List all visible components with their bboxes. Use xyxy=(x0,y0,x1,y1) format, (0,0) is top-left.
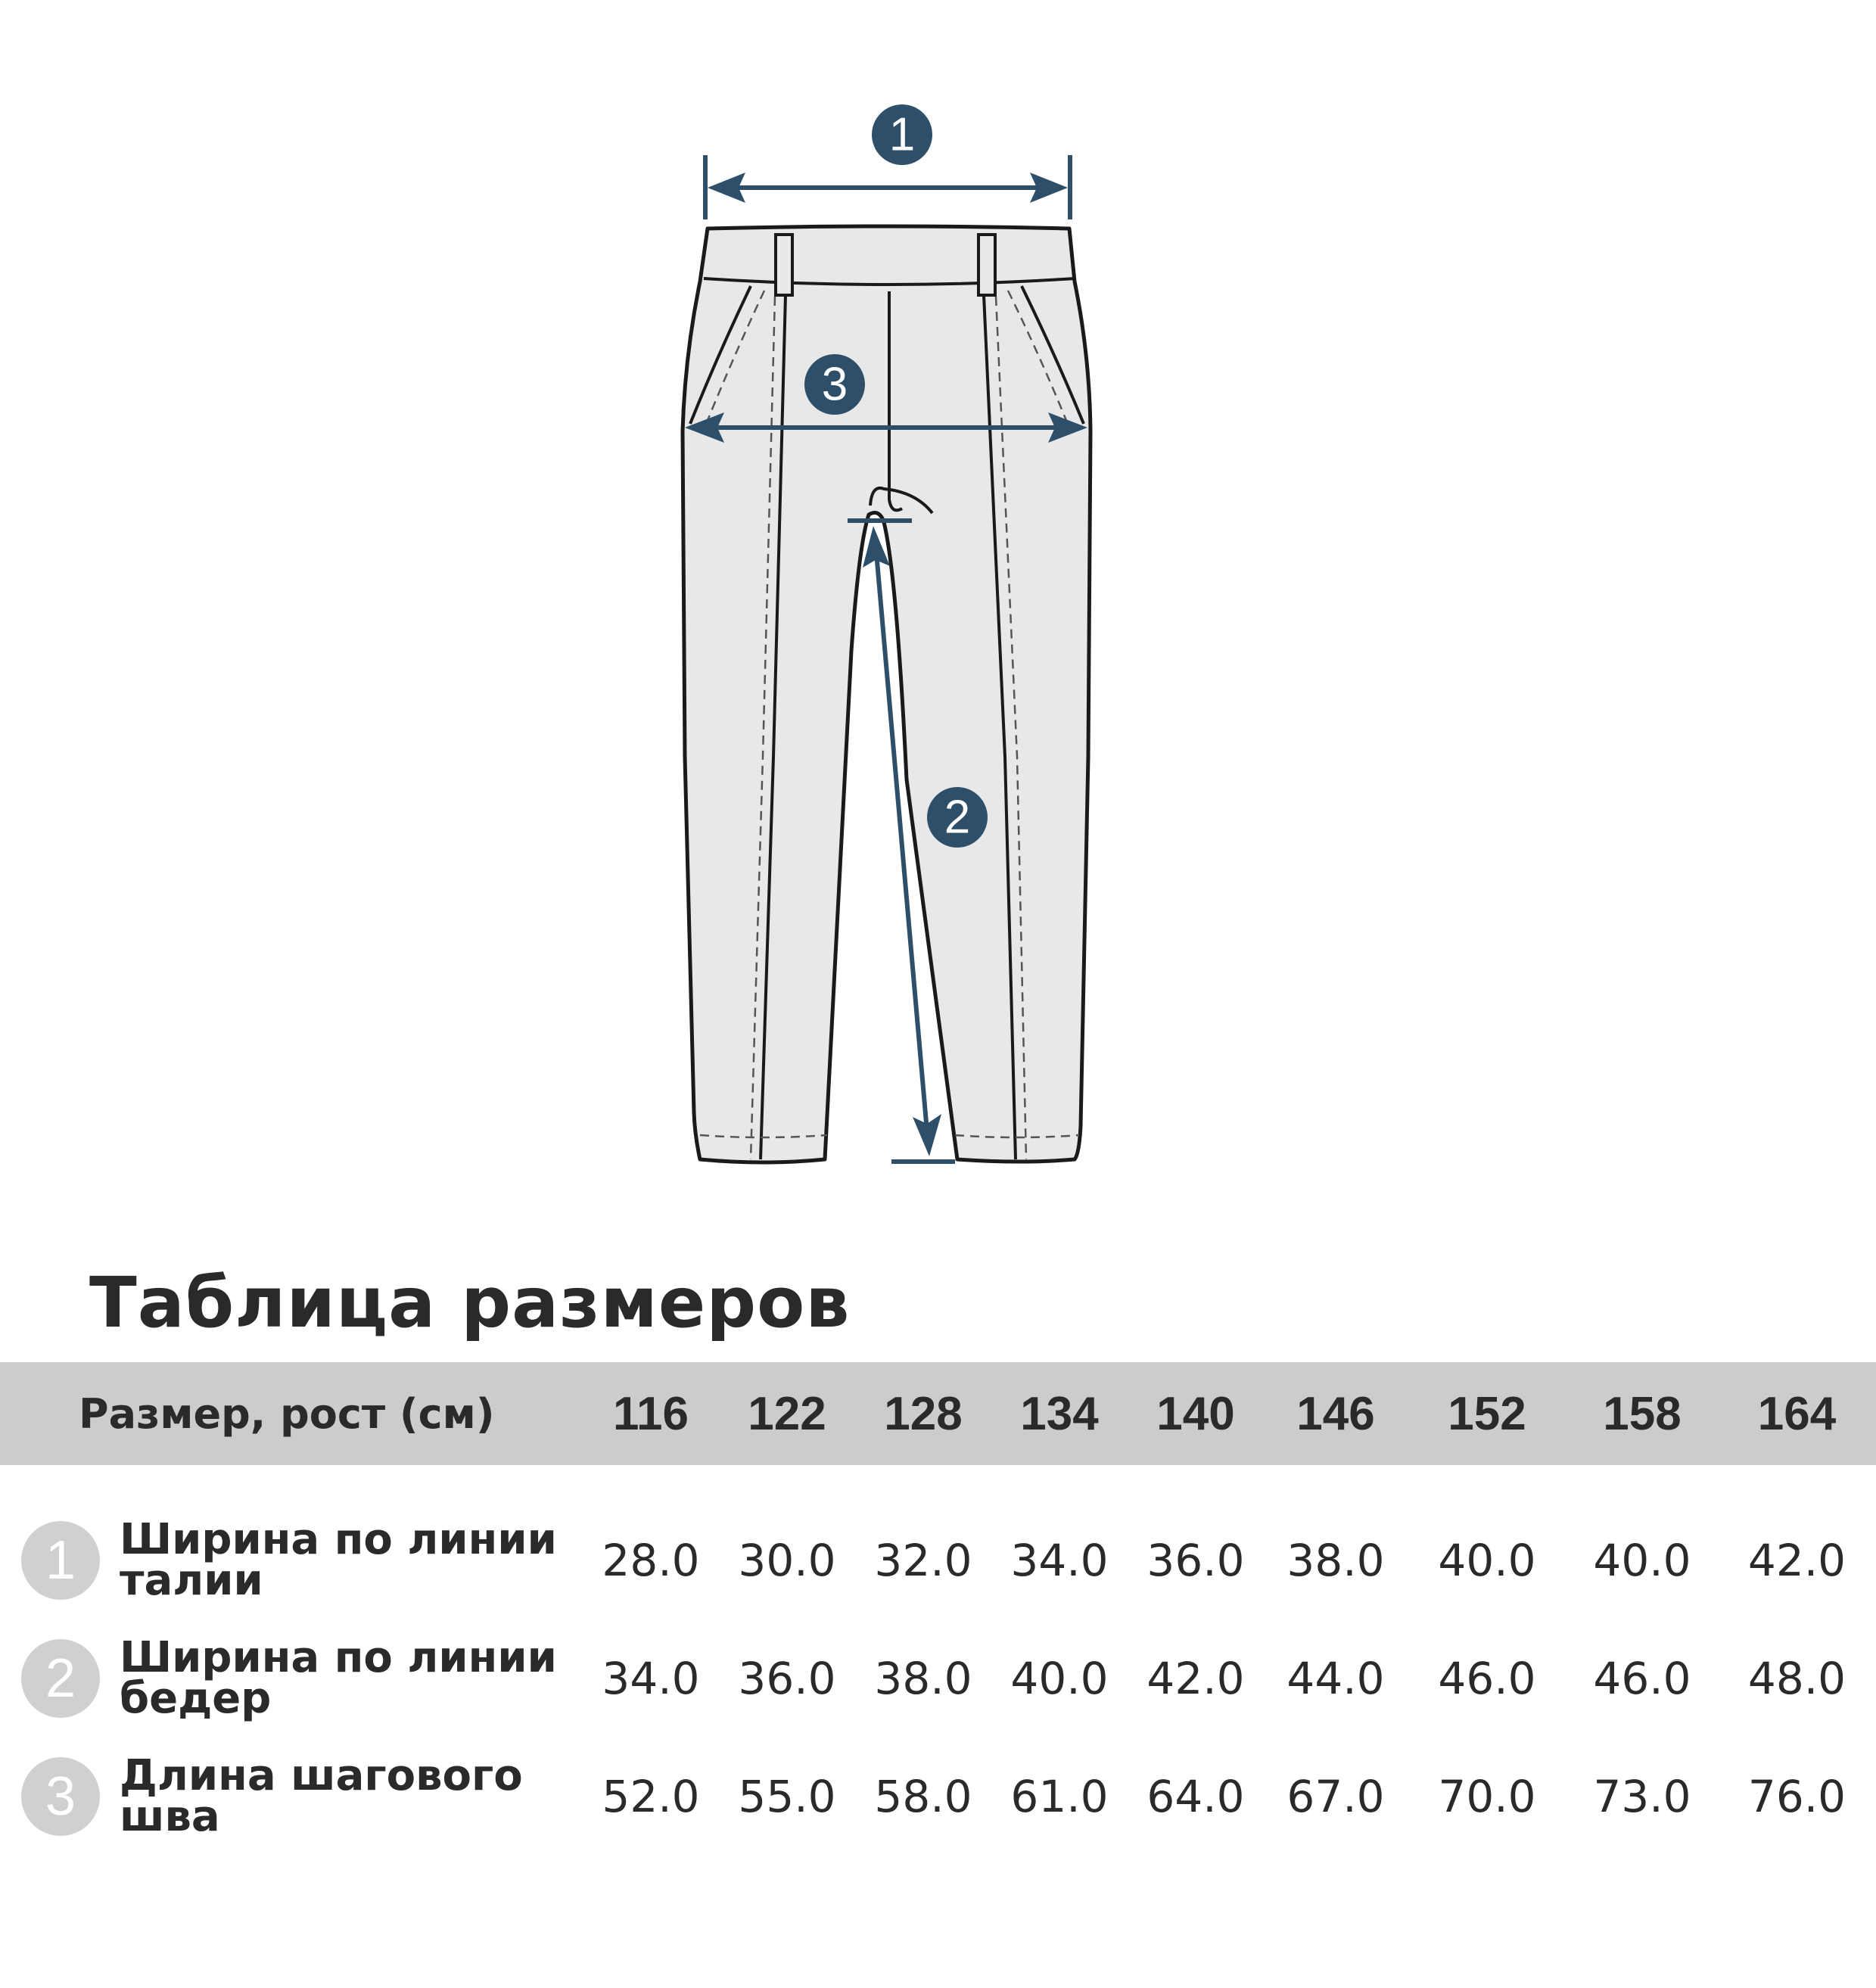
value-cell: 34.0 xyxy=(1010,1535,1109,1586)
value-cell: 58.0 xyxy=(874,1771,972,1822)
table-row xyxy=(0,1619,1876,1738)
header-size: 128 xyxy=(855,1362,991,1465)
value-cell: 32.0 xyxy=(874,1535,972,1586)
value-cell: 40.0 xyxy=(1438,1535,1536,1586)
spacer-row xyxy=(0,1465,1876,1501)
value-cell: 44.0 xyxy=(1286,1653,1385,1704)
marker-2-badge xyxy=(927,787,988,848)
marker-1-badge xyxy=(872,104,932,165)
value-cell: 42.0 xyxy=(1747,1535,1846,1586)
svg-text:1: 1 xyxy=(888,108,916,161)
value-cell: 52.0 xyxy=(602,1771,700,1822)
value-cell: 30.0 xyxy=(738,1535,836,1586)
value-cell: 40.0 xyxy=(1010,1653,1109,1704)
value-cell: 61.0 xyxy=(1010,1771,1109,1822)
value-cell: 46.0 xyxy=(1438,1653,1536,1704)
value-cell: 42.0 xyxy=(1146,1653,1245,1704)
row-label: Ширина по линии бедер xyxy=(120,1633,557,1723)
row-label-cell xyxy=(0,1501,583,1619)
size-chart-table xyxy=(0,1362,1876,1856)
value-cell: 48.0 xyxy=(1747,1653,1846,1704)
table-row xyxy=(0,1501,1876,1619)
value-cell: 76.0 xyxy=(1747,1771,1846,1822)
row-label-cell xyxy=(0,1738,583,1856)
value-cell: 36.0 xyxy=(1146,1535,1245,1586)
svg-text:2: 2 xyxy=(944,791,971,844)
header-size: 146 xyxy=(1264,1362,1408,1465)
row-label-cell xyxy=(0,1619,583,1738)
value-cell: 38.0 xyxy=(1286,1535,1385,1586)
header-size: 122 xyxy=(719,1362,855,1465)
row-label: Длина шагового шва xyxy=(120,1751,523,1841)
header-size: 140 xyxy=(1128,1362,1264,1465)
header-size: 152 xyxy=(1408,1362,1566,1465)
svg-text:3: 3 xyxy=(821,358,848,411)
header-size: 116 xyxy=(583,1362,719,1465)
row-number-marker: 3 xyxy=(21,1757,100,1836)
row-number-marker: 2 xyxy=(21,1639,100,1718)
value-cell: 38.0 xyxy=(874,1653,972,1704)
value-cell: 40.0 xyxy=(1593,1535,1691,1586)
value-cell: 70.0 xyxy=(1438,1771,1536,1822)
marker-3-badge xyxy=(804,354,865,415)
value-cell: 55.0 xyxy=(738,1771,836,1822)
value-cell: 36.0 xyxy=(738,1653,836,1704)
value-cell: 73.0 xyxy=(1593,1771,1691,1822)
value-cell: 34.0 xyxy=(602,1653,700,1704)
header-size: 158 xyxy=(1566,1362,1718,1465)
value-cell: 64.0 xyxy=(1146,1771,1245,1822)
header-label: Размер, рост (см) xyxy=(0,1362,583,1465)
header-size: 134 xyxy=(991,1362,1128,1465)
value-cell: 28.0 xyxy=(602,1535,700,1586)
row-label: Ширина по линии талии xyxy=(120,1515,557,1605)
size-table-title: Таблица размеров xyxy=(89,1262,851,1343)
belt-loop-left xyxy=(776,235,792,295)
table-header-row xyxy=(0,1362,1876,1465)
belt-loop-right xyxy=(978,235,995,295)
value-cell: 67.0 xyxy=(1286,1771,1385,1822)
value-cell: 46.0 xyxy=(1593,1653,1691,1704)
table-row xyxy=(0,1738,1876,1856)
row-number-marker: 1 xyxy=(21,1521,100,1600)
header-size: 164 xyxy=(1718,1362,1876,1465)
